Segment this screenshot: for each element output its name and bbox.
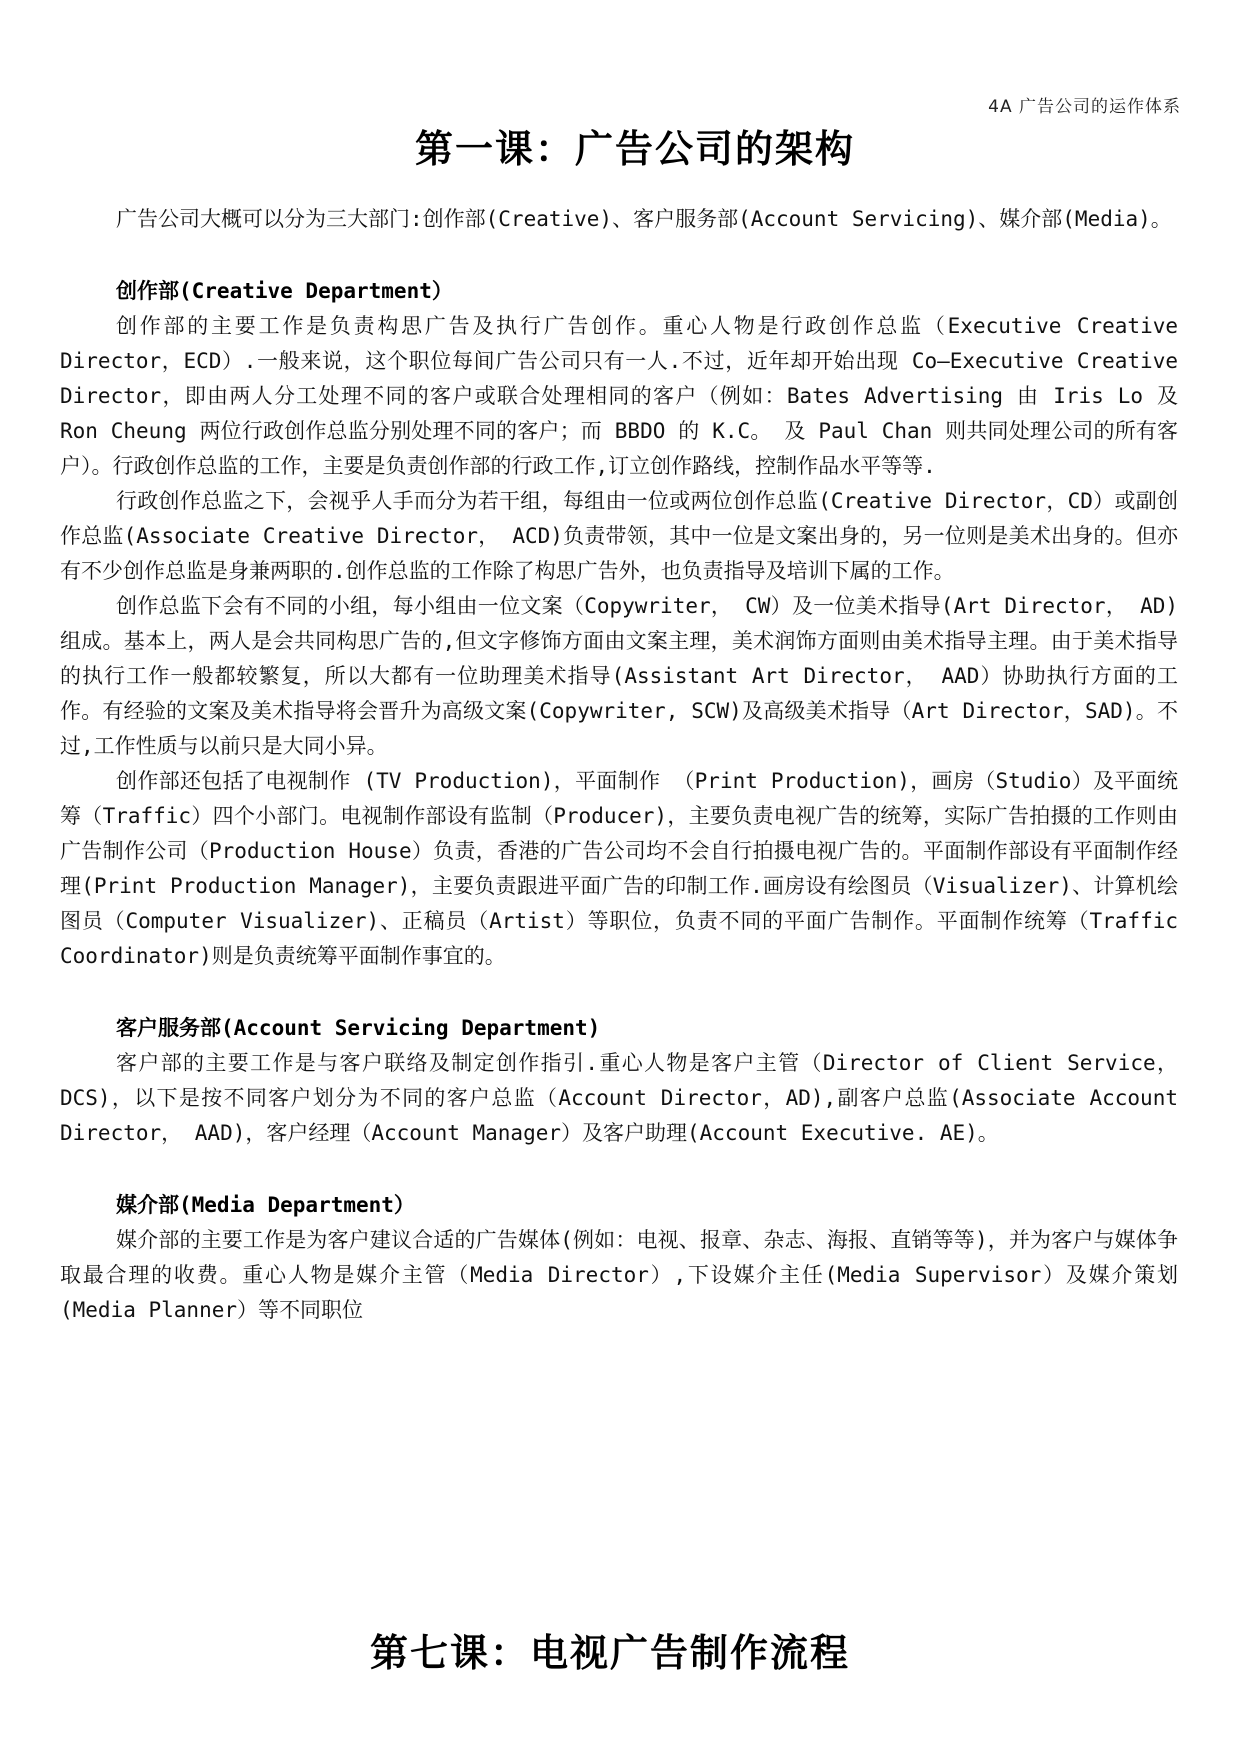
creative-paragraph-1: 创作部的主要工作是负责构思广告及执行广告创作。重心人物是行政创作总监（Executive Creative Director，ECD）.一般来说，这个职位每间广告公司只有一人.不过，近年却开始出现 Co—Executive Creative Director，即由两人分工处理不同的客户或联合处理相同的客户（例如：Bates Advertising 由 Iris Lo 及 Ron Cheung 两位行政创作总监分别处理不同的客户；而 BBDO 的 K.C。 及 Paul Chan 则共同处理公司的所有客户）。行政创作总监的工作，主要是负责创作部的行政工作,订立创作路线，控制作品水平等等. — [60, 314, 1178, 478]
account-servicing-heading: 客户服务部(Account Servicing Department) — [116, 1016, 601, 1040]
creative-paragraph-4: 创作部还包括了电视制作 (TV Production)，平面制作 （Print Production)，画房（Studio）及平面统筹（Traffic）四个小部门。电视制作部设有监制（Producer)，主要负责电视广告的统筹，实际广告拍摄的工作则由广告制作公司（Production House）负责，香港的广告公司均不会自行拍摄电视广告的。平面制作部设有平面制作经理(Print Production Manager)，主要负责跟进平面广告的印制工作.画房设有绘图员（Visualizer)、计算机绘图员（Computer Visualizer)、正稿员（Artist）等职位，负责不同的平面广告制作。平面制作统筹（Traffic Coordinator)则是负责统筹平面制作事宜的。 — [60, 769, 1178, 968]
section-gap — [60, 237, 1178, 273]
account-paragraph-1: 客户部的主要工作是与客户联络及制定创作指引.重心人物是客户主管（Director of Client Service， DCS)，以下是按不同客户划分为不同的客户总监（Account Director，AD),副客户总监(Associate Account Director， AAD)，客户经理（Account Manager）及客户助理(Account Executive. AE)。 — [60, 1051, 1178, 1145]
creative-paragraph-2: 行政创作总监之下，会视乎人手而分为若干组，每组由一位或两位创作总监(Creative Director，CD）或副创作总监(Associate Creative Director， ACD)负责带领，其中一位是文案出身的，另一位则是美术出身的。但亦有不少创作总监是身兼两职的.创作总监的工作除了构思广告外，也负责指导及培训下属的工作。 — [60, 489, 1178, 583]
creative-paragraph-3: 创作总监下会有不同的小组，每小组由一位文案（Copywriter， CW）及一位美术指导(Art Director， AD)组成。基本上，两人是会共同构思广告的,但文字修饰方面由文案主理，美术润饰方面则由美术指导主理。由于美术指导的执行工作一般都较繁复，所以大都有一位助理美术指导(Assistant Art Director， AAD）协助执行方面的工作。有经验的文案及美术指导将会晋升为高级文案(Copywriter, SCW)及高级美术指导（Art Director，SAD)。不过,工作性质与以前只是大同小异。 — [60, 594, 1178, 758]
creative-department-heading: 创作部(Creative Department） — [116, 279, 453, 303]
lesson-7-title: 第七课：电视广告制作流程 — [369, 1631, 850, 1675]
media-paragraph-1: 媒介部的主要工作是为客户建议合适的广告媒体(例如：电视、报章、杂志、海报、直销等等)，并为客户与媒体争取最合理的收费。重心人物是媒介主管（Media Director）,下设媒介主任(Media Supervisor）及媒介策划(Media Planner）等不同职位 — [60, 1228, 1178, 1322]
section-gap — [60, 974, 1178, 1010]
intro-paragraph: 广告公司大概可以分为三大部门:创作部(Creative)、客户服务部(Account Servicing)、媒介部(Media)。 — [116, 207, 1172, 231]
running-header: 4A 广告公司的运作体系 — [988, 97, 1181, 117]
document-body — [60, 202, 1178, 1328]
media-department-heading: 媒介部(Media Department） — [116, 1193, 415, 1217]
section-gap — [60, 1151, 1178, 1187]
lesson-1-title: 第一课：广告公司的架构 — [414, 127, 855, 171]
